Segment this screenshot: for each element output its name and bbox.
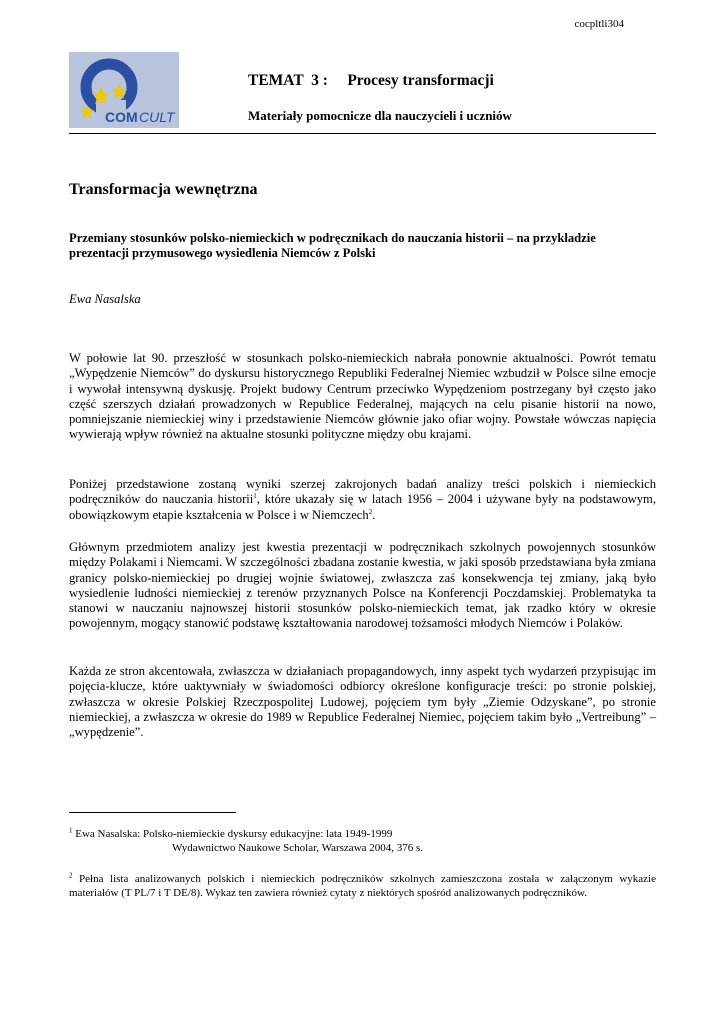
document-code: cocpltli304: [574, 18, 624, 30]
paragraph-2-part-b: , które ukazały się w latach 1956 – 2004 i używane były na podstawowym, obowiązkowym etapie kształcenia w Polsce i w Niemczech: [69, 492, 656, 522]
svg-text:COM: COM: [105, 109, 138, 125]
footnote-ref-1[interactable]: 1: [253, 492, 257, 501]
footnote-2: [69, 873, 656, 900]
footnote-1: [69, 828, 656, 855]
paragraph-2-part-a: Poniżej przedstawione zostaną wyniki szerzej zakrojonych badań analizy treści polskich i niemieckich podręczników do nauczania historii: [69, 477, 656, 507]
comcult-logo: [69, 52, 179, 128]
svg-text:CULT: CULT: [139, 109, 175, 125]
footnote-2-text: Pełna lista analizowanych polskich i niemieckich podręczników szkolnych zamieszczona została w załączonym wykazie materiałów (T PL/7 i T DE/8). Wykaz ten zawiera również cytaty z niektórych spośród analizowanych podręczników.: [69, 873, 656, 899]
footnote-2-mark: 2: [69, 871, 73, 880]
footnote-1-line-1: Ewa Nasalska: Polsko-niemieckie dyskursy edukacyjne: lata 1949-1999: [72, 828, 393, 840]
paragraph-2-part-c: .: [372, 507, 376, 522]
footnote-ref-2[interactable]: 2: [368, 507, 373, 516]
paragraph-2: [69, 477, 656, 523]
topic-title: TEMAT 3 : Procesy transformacji: [248, 72, 494, 89]
paragraph-4: Każda ze stron akcentowała, zwłaszcza w działaniach propagandowych, inny aspekt tych wydarzeń przypisując im pojęcia-klucze, które uaktywniały w świadomości odbiorcy określone konfiguracje treści: po stronie polskiej, zwłaszcza w okresie Polskiej Rzeczpospolitej Ludowej, pojęciem tym były „Ziemie Odzyskane”, po stronie niemieckiej, a zwłaszcza w okresie do 1989 w Republice Federalnej Niemiec, pojęciem takim było „Vertreibung” – „wypędzenie”.: [69, 664, 656, 739]
section-title: Transformacja wewnętrzna: [69, 181, 258, 198]
header-divider: [69, 133, 656, 134]
footnote-divider: [69, 812, 236, 813]
paragraph-3: Głównym przedmiotem analizy jest kwestia prezentacji w podręcznikach szkolnych powojennych stosunków między Polakami i Niemcami. W szczególności zbadana zostanie kwestia, w jaki sposób przedstawiana była zmiana granicy polsko-niemieckiej po drugiej wojnie światowej, zwłaszcza zaś konsekwencja tej zmiany, jaką było wysiedlenie ludności niemieckiej z terenów przyznanych Polsce na Konferencji Poczdamskiej. Problematyka ta stanowi w nauczaniu najnowszej historii stosunków polsko-niemieckich temat, jak rzadko który w okresie powojennym, mogący stanowić podstawę kształtowania narodowej tożsamości młodych Niemców i Polaków.: [69, 540, 656, 631]
footnote-1-mark: 1: [69, 826, 73, 835]
footnote-1-line-2: Wydawnictwo Naukowe Scholar, Warszawa 2004, 376 s.: [172, 841, 424, 854]
article-subtitle: Przemiany stosunków polsko-niemieckich w podręcznikach do nauczania historii – na przykładzie prezentacji przymusowego wysiedlenia Niemców z Polski: [69, 231, 596, 260]
header-subtitle: Materiały pomocnicze dla nauczycieli i uczniów: [248, 108, 512, 123]
comcult-logo-icon: [69, 52, 179, 128]
author-name: Ewa Nasalska: [69, 292, 141, 306]
paragraph-1: W połowie lat 90. przeszłość w stosunkach polsko-niemieckich nabrała ponownie aktualności. Powrót tematu „Wypędzenie Niemców” do dyskursu historycznego Republiki Federalnej Niemiec wzbudził w Polsce silne emocje i wywołał intensywną dyskusję. Projekt budowy Centrum przeciwko Wypędzeniom postrzegany był często jako część szerszych działań prowadzonych w Republice Federalnej, mających na celu pisanie historii na nowo, pomniejszanie niemieckiej winy i przedstawienie Niemców głównie jako ofiar wojny. Powstałe wówczas napięcia wywierają wpływ również na aktualne stosunki polityczne między obu krajami.: [69, 351, 656, 442]
